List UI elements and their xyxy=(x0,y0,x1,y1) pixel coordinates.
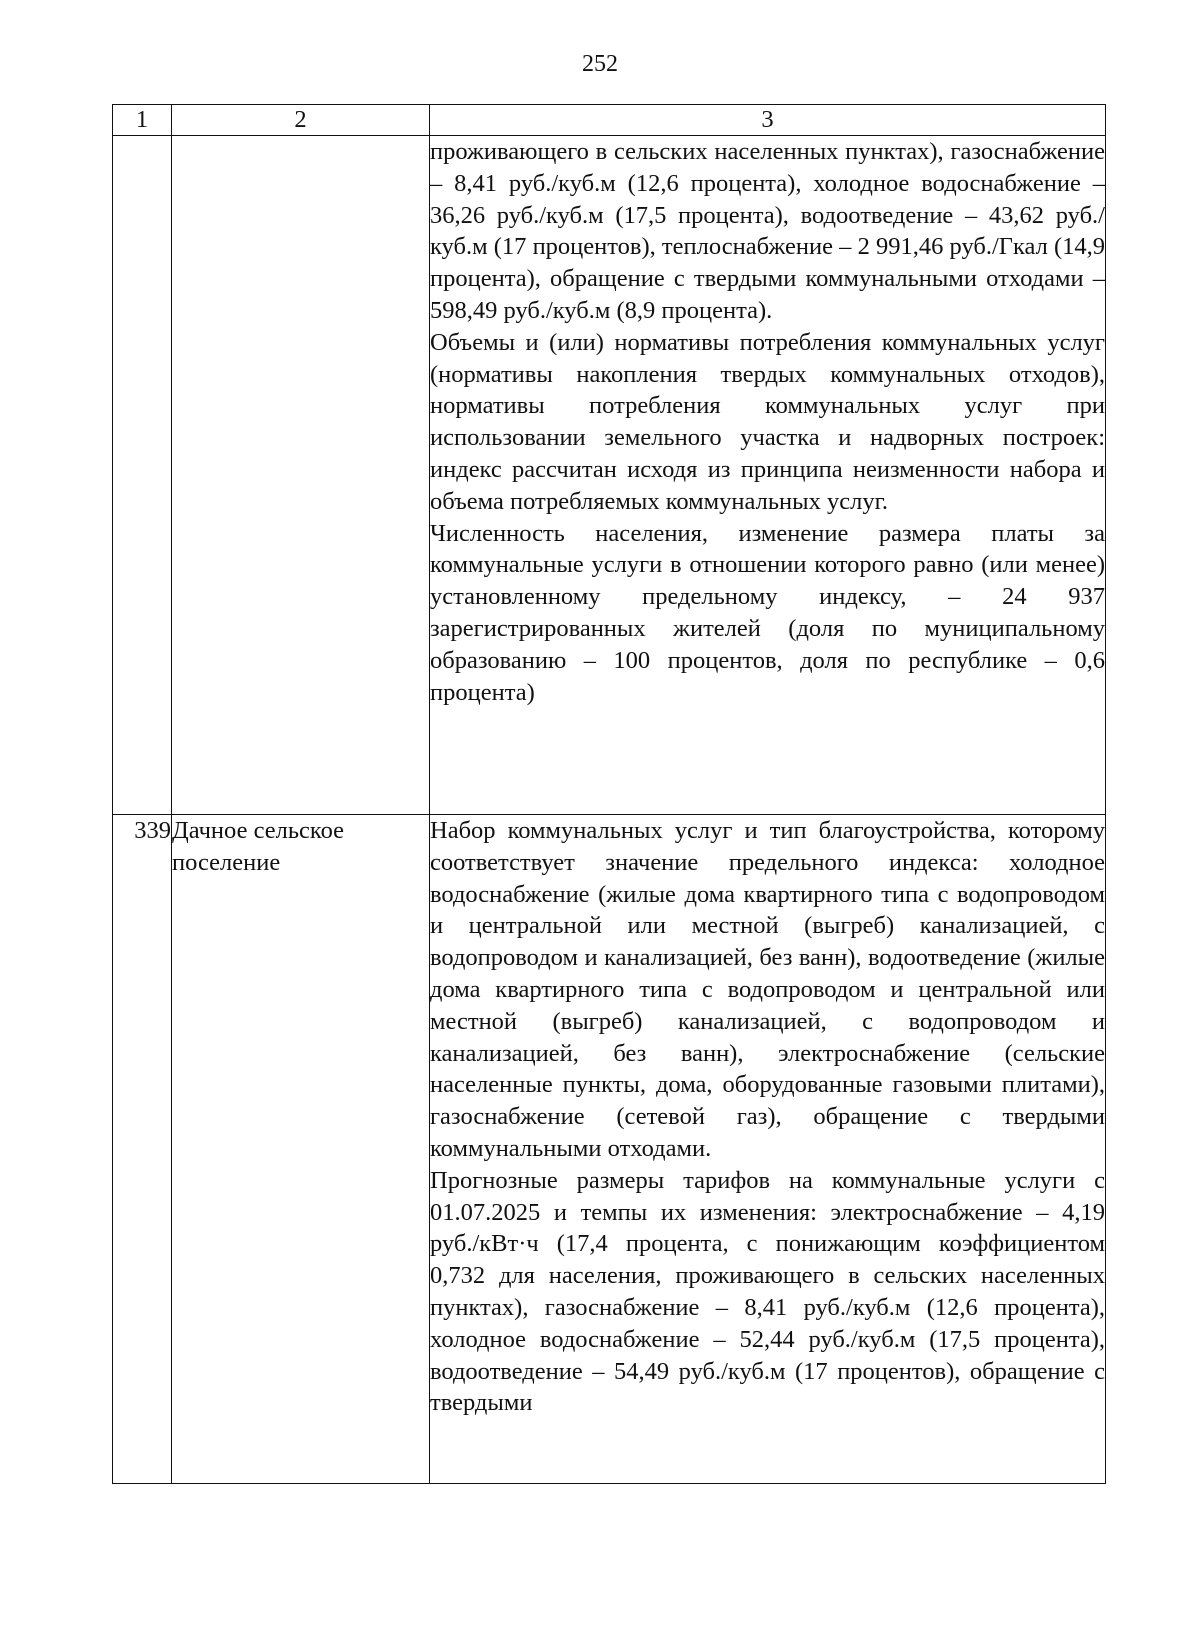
column-header-2: 2 xyxy=(172,105,430,136)
table-header-row xyxy=(113,105,1106,136)
column-header-3: 3 xyxy=(430,105,1106,136)
description-cell xyxy=(430,815,1106,1484)
municipality-name-cell: Дачное сельское поселение xyxy=(172,815,430,1484)
tariff-table xyxy=(112,104,1106,1484)
table-row xyxy=(113,815,1106,1484)
column-header-1: 1 xyxy=(113,105,172,136)
page-number: 252 xyxy=(582,51,618,77)
row-number-cell: 339 xyxy=(113,815,172,1484)
description-paragraph: Прогнозные размеры тарифов на коммунальные услуги с 01.07.2025 и темпы их изменения: электроснабжение – 4,19 руб./кВт·ч (17,4 процента, с понижающим коэффициентом 0,732 для населения, проживающего в сельских населенных пунктах), газоснабжение – 8,41 руб./куб.м (12,6 процента), холодное водоснабжение – 52,44 руб./куб.м (17,5 процента), водоотведение – 54,49 руб./куб.м (17 процентов), обращение с твердыми xyxy=(430,1166,1105,1417)
description-paragraph: Объемы и (или) нормативы потребления коммунальных услуг (нормативы накопления твердых коммунальных отходов), нормативы потребления коммунальных услуг при использовании земельного участка и надворных построек: индекс рассчитан исходя из принципа неизменности набора и объема потребляемых коммунальных услуг. xyxy=(430,328,1105,515)
description-paragraph: проживающего в сельских населенных пунктах), газоснабжение – 8,41 руб./куб.м (12,6 процента), холодное водоснабжение – 36,26 руб./куб.м (17,5 процента), водоотведение – 43,62 руб./куб.м (17 процентов), теплоснабжение – 2 991,46 руб./Гкал (14,9 процента), обращение с твердыми коммунальными отходами – 598,49 руб./куб.м (8,9 процента). xyxy=(430,138,1105,324)
description-cell xyxy=(430,136,1106,815)
description-paragraph: Набор коммунальных услуг и тип благоустройства, которому соответствует значение предельного индекса: холодное водоснабжение (жилые дома квартирного типа с водопроводом и центральной или местной (выгреб) канализацией, с водопроводом и канализацией, без ванн), водоотведение (жилые дома квартирного типа с водопроводом и центральной или местной (выгреб) канализацией, с водопроводом и канализацией, без ванн), электроснабжение (сельские населенные пункты, дома, оборудованные газовыми плитами), газоснабжение (сетевой газ), обращение с твердыми коммунальными отходами. xyxy=(430,817,1105,1162)
table-row xyxy=(113,136,1106,815)
municipality-name-cell xyxy=(172,136,430,815)
row-number-cell xyxy=(113,136,172,815)
description-paragraph: Численность населения, изменение размера платы за коммунальные услуги в отношении которого равно (или менее) установленному предельному индексу, – 24 937 зарегистрированных жителей (доля по муниципальному образованию – 100 процентов, доля по республике – 0,6 процента) xyxy=(430,519,1105,706)
